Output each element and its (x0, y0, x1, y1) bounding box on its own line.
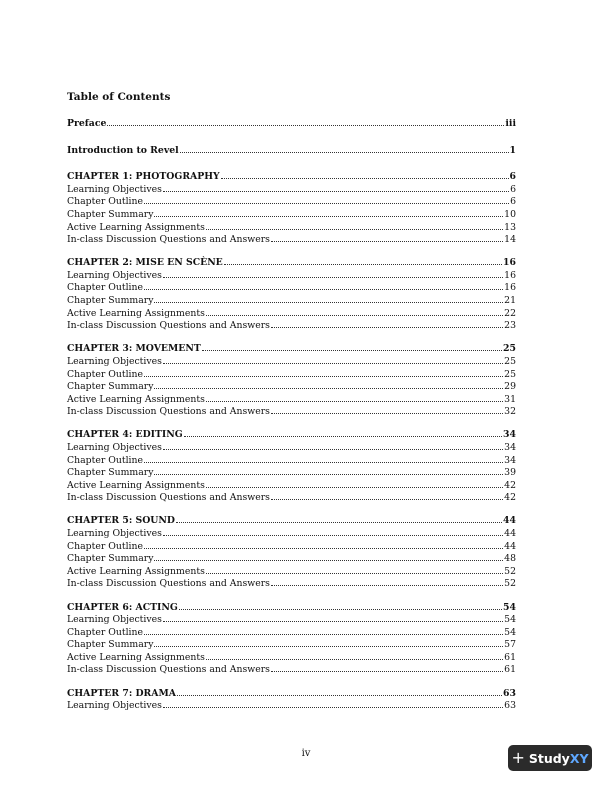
toc-entry-title: CHAPTER 1: PHOTOGRAPHY (67, 171, 220, 183)
dot-leader (206, 486, 503, 488)
toc-entry-page: 52 (504, 578, 516, 590)
toc-entry[interactable] (67, 270, 516, 283)
toc-entry-title: Chapter Summary (67, 381, 154, 393)
toc-entry[interactable] (67, 196, 516, 209)
toc-entry-title: CHAPTER 6: ACTING (67, 601, 178, 613)
toc-entry-page: 32 (504, 406, 516, 418)
badge-brand-accent: XY (569, 750, 589, 766)
toc-entry-title: Chapter Outline (67, 368, 144, 380)
toc-entry-title: CHAPTER 7: DRAMA (67, 687, 176, 699)
dot-leader (144, 633, 503, 635)
dot-leader (206, 572, 503, 574)
dot-leader (206, 314, 503, 316)
toc-entry-page: 16 (504, 282, 516, 294)
dot-leader (154, 301, 503, 303)
toc-entry[interactable] (67, 480, 516, 493)
toc-entry-page: 34 (504, 454, 516, 466)
toc-entry[interactable] (67, 442, 516, 455)
toc-entry[interactable] (67, 381, 516, 394)
toc-heading[interactable] (67, 688, 516, 701)
dot-leader (154, 387, 503, 389)
toc-entry-title: Learning Objectives (67, 269, 162, 281)
toc-entry-page: 6 (510, 183, 516, 195)
toc-entry-page: 48 (504, 553, 516, 565)
toc-entry-title: Active Learning Assignments (67, 221, 205, 233)
toc-entry[interactable] (67, 652, 516, 665)
toc-entry-title: Preface (67, 118, 107, 129)
toc-heading[interactable] (67, 602, 516, 615)
toc-entry-title: In-class Discussion Questions and Answers (67, 664, 270, 676)
toc-entry-title: Active Learning Assignments (67, 307, 205, 319)
toc-entry-title: In-class Discussion Questions and Answers (67, 578, 270, 590)
toc-entry-title: Chapter Outline (67, 196, 144, 208)
dot-leader (163, 276, 503, 278)
dot-leader (163, 190, 509, 192)
toc-entry-title: Learning Objectives (67, 614, 162, 626)
toc-entry-title: Learning Objectives (67, 700, 162, 712)
toc-entry[interactable] (67, 184, 516, 197)
toc-entry-page: 61 (504, 651, 516, 663)
toc-entry-page: 57 (504, 639, 516, 651)
toc-entry-page: 16 (503, 257, 516, 269)
toc-entry[interactable] (67, 553, 516, 566)
toc-entry-page: 6 (509, 171, 516, 183)
dot-leader (154, 559, 503, 561)
toc-entry[interactable] (67, 282, 516, 295)
dot-leader (144, 202, 509, 204)
toc-entry[interactable] (67, 234, 516, 247)
toc-heading[interactable] (67, 145, 516, 158)
dot-leader (206, 658, 503, 660)
toc-entry-page: 22 (504, 307, 516, 319)
toc-entry-title: Chapter Outline (67, 454, 144, 466)
toc-entry[interactable] (67, 492, 516, 505)
dot-leader (154, 473, 503, 475)
toc-entry[interactable] (67, 700, 516, 713)
toc-entry-page: 6 (510, 196, 516, 208)
dot-leader (224, 263, 502, 265)
toc-entry-page: 31 (504, 393, 516, 405)
toc-entry-title: Active Learning Assignments (67, 651, 205, 663)
dot-leader (144, 461, 503, 463)
plus-icon: + (511, 748, 525, 767)
toc-heading[interactable] (67, 515, 516, 528)
toc-entry-page: 10 (504, 208, 516, 220)
toc-entry-title: CHAPTER 5: SOUND (67, 515, 175, 527)
table-of-contents (67, 118, 516, 713)
dot-leader (221, 177, 509, 179)
toc-entry-title: In-class Discussion Questions and Answers (67, 234, 270, 246)
dot-leader (271, 240, 503, 242)
toc-entry-title: Active Learning Assignments (67, 393, 205, 405)
toc-entry-page: 14 (504, 234, 516, 246)
toc-heading[interactable] (67, 343, 516, 356)
toc-entry-page: iii (505, 118, 516, 129)
toc-entry[interactable] (67, 541, 516, 554)
toc-entry-title: In-class Discussion Questions and Answers (67, 492, 270, 504)
toc-entry-page: 63 (504, 700, 516, 712)
dot-leader (144, 375, 503, 377)
toc-heading[interactable] (67, 118, 516, 131)
toc-entry-title: Chapter Summary (67, 467, 154, 479)
toc-entry-title: Learning Objectives (67, 355, 162, 367)
studyxy-badge[interactable] (508, 745, 592, 771)
toc-heading[interactable] (67, 171, 516, 184)
toc-entry-title: In-class Discussion Questions and Answers (67, 406, 270, 418)
toc-entry[interactable] (67, 406, 516, 419)
toc-entry[interactable] (67, 566, 516, 579)
toc-entry[interactable] (67, 369, 516, 382)
toc-entry[interactable] (67, 578, 516, 591)
dot-leader (163, 534, 503, 536)
toc-entry-title: Chapter Outline (67, 540, 144, 552)
toc-entry-title: Chapter Summary (67, 295, 154, 307)
toc-entry-title: CHAPTER 4: EDITING (67, 429, 183, 441)
toc-entry-page: 54 (503, 601, 516, 613)
dot-leader (163, 362, 503, 364)
dot-leader (177, 694, 502, 696)
dot-leader (154, 645, 503, 647)
toc-entry[interactable] (67, 222, 516, 235)
toc-entry-page: 16 (504, 269, 516, 281)
toc-entry-page: 34 (503, 429, 516, 441)
dot-leader (202, 349, 502, 351)
dot-leader (144, 288, 503, 290)
toc-entry-title: Chapter Summary (67, 639, 154, 651)
toc-entry-title: Chapter Outline (67, 282, 144, 294)
toc-entry[interactable] (67, 614, 516, 627)
badge-brand: Study (528, 750, 570, 766)
toc-entry-page: 54 (504, 626, 516, 638)
toc-entry[interactable] (67, 209, 516, 222)
toc-entry-page: 44 (504, 540, 516, 552)
toc-entry-title: Learning Objectives (67, 528, 162, 540)
toc-entry-title: Introduction to Revel (67, 144, 179, 156)
toc-entry-page: 44 (503, 515, 516, 527)
toc-entry-page: 21 (504, 295, 516, 307)
toc-entry-title: Active Learning Assignments (67, 479, 205, 491)
toc-entry-page: 42 (504, 479, 516, 491)
toc-entry-title: CHAPTER 2: MISE EN SCÈNE (67, 257, 223, 269)
toc-entry-page: 25 (504, 355, 516, 367)
dot-leader (271, 670, 503, 672)
toc-entry[interactable] (67, 467, 516, 480)
toc-entry[interactable] (67, 528, 516, 541)
toc-entry[interactable] (67, 664, 516, 677)
toc-entry-page: 13 (504, 221, 516, 233)
page-title: Table of Contents (67, 91, 171, 103)
toc-entry[interactable] (67, 356, 516, 369)
toc-entry[interactable] (67, 394, 516, 407)
dot-leader (154, 215, 503, 217)
toc-entry-page: 63 (503, 687, 516, 699)
toc-entry-page: 54 (504, 614, 516, 626)
toc-entry-page: 44 (504, 528, 516, 540)
toc-entry-page: 34 (504, 441, 516, 453)
toc-entry-page: 25 (504, 368, 516, 380)
dot-leader (163, 620, 503, 622)
page-number: iv (301, 748, 311, 759)
toc-heading[interactable] (67, 429, 516, 442)
dot-leader (180, 151, 509, 153)
dot-leader (271, 326, 503, 328)
toc-entry-title: CHAPTER 3: MOVEMENT (67, 343, 201, 355)
toc-entry[interactable] (67, 308, 516, 321)
dot-leader (179, 608, 502, 610)
dot-leader (206, 228, 503, 230)
toc-entry-page: 39 (504, 467, 516, 479)
toc-entry-title: Learning Objectives (67, 183, 162, 195)
toc-entry-page: 1 (509, 144, 516, 156)
toc-entry-page: 42 (504, 492, 516, 504)
toc-entry-title: Active Learning Assignments (67, 565, 205, 577)
toc-entry-title: In-class Discussion Questions and Answers (67, 320, 270, 332)
toc-entry-page: 61 (504, 664, 516, 676)
dot-leader (107, 124, 504, 126)
dot-leader (176, 521, 502, 523)
toc-entry[interactable] (67, 639, 516, 652)
dot-leader (163, 448, 503, 450)
dot-leader (206, 400, 503, 402)
toc-entry[interactable] (67, 320, 516, 333)
dot-leader (271, 498, 503, 500)
dot-leader (271, 584, 503, 586)
toc-heading[interactable] (67, 257, 516, 270)
dot-leader (184, 435, 502, 437)
dot-leader (163, 706, 503, 708)
dot-leader (271, 412, 503, 414)
toc-entry-title: Chapter Summary (67, 208, 154, 220)
toc-entry-page: 52 (504, 565, 516, 577)
toc-entry-title: Learning Objectives (67, 441, 162, 453)
dot-leader (144, 547, 503, 549)
toc-entry-title: Chapter Outline (67, 626, 144, 638)
toc-entry-title: Chapter Summary (67, 553, 154, 565)
toc-entry-page: 29 (504, 381, 516, 393)
toc-entry[interactable] (67, 627, 516, 640)
toc-entry-page: 25 (503, 343, 516, 355)
toc-entry-page: 23 (504, 320, 516, 332)
toc-entry[interactable] (67, 455, 516, 468)
toc-entry[interactable] (67, 295, 516, 308)
